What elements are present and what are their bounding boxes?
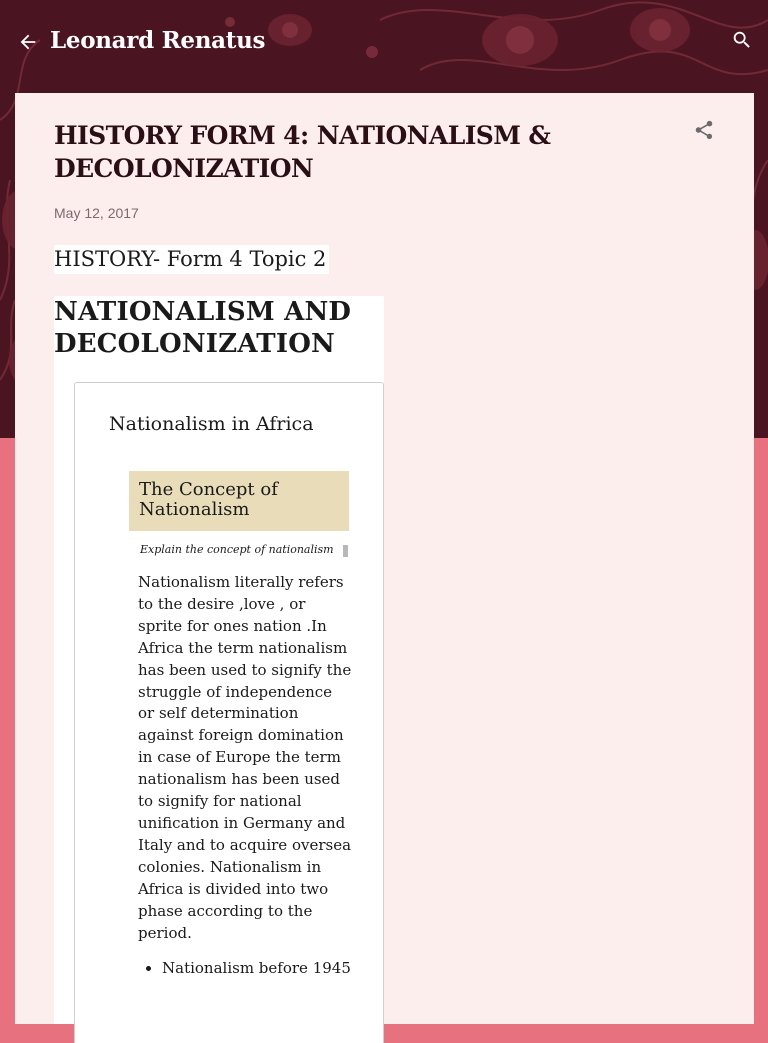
search-icon: [731, 29, 753, 55]
top-bar: [0, 0, 768, 86]
share-button[interactable]: [691, 119, 717, 145]
bullet-list: [138, 957, 392, 979]
section-title: Nationalism in Africa: [109, 413, 314, 435]
list-item: • Nationalism before 1945: [162, 957, 392, 979]
body-paragraph: Nationalism literally refers to the desire ,love , or sprite for ones nation .In Africa the term nationalism has been used to signify the struggle of independence or self determination against foreign domination in case of Europe the term nationalism has been used to signify for national unification in Germany and Italy and to acquire oversea colonies. Nationalism in Africa is divided into two phase according to the period.: [138, 573, 352, 942]
back-button[interactable]: [14, 30, 42, 58]
topic-line: HISTORY- Form 4 Topic 2: [54, 245, 329, 274]
post-date[interactable]: May 12, 2017: [54, 205, 139, 221]
blog-title[interactable]: Leonard Renatus: [50, 27, 266, 54]
share-icon: [693, 119, 715, 145]
text-cursor-marker: [343, 545, 348, 557]
search-button[interactable]: [728, 28, 756, 56]
arrow-back-icon: [17, 31, 39, 57]
post-title: HISTORY FORM 4: NATIONALISM & DECOLONIZATION: [54, 121, 551, 183]
embedded-document: [74, 382, 384, 1043]
explain-prompt: Explain the concept of nationalism: [140, 543, 334, 556]
concept-heading: The Concept of Nationalism: [139, 479, 278, 520]
post-card: [15, 93, 754, 1024]
concept-highlight-box: [129, 471, 349, 531]
main-heading: NATIONALISM AND DECOLONIZATION: [54, 297, 352, 359]
content-panel: [54, 296, 384, 1024]
